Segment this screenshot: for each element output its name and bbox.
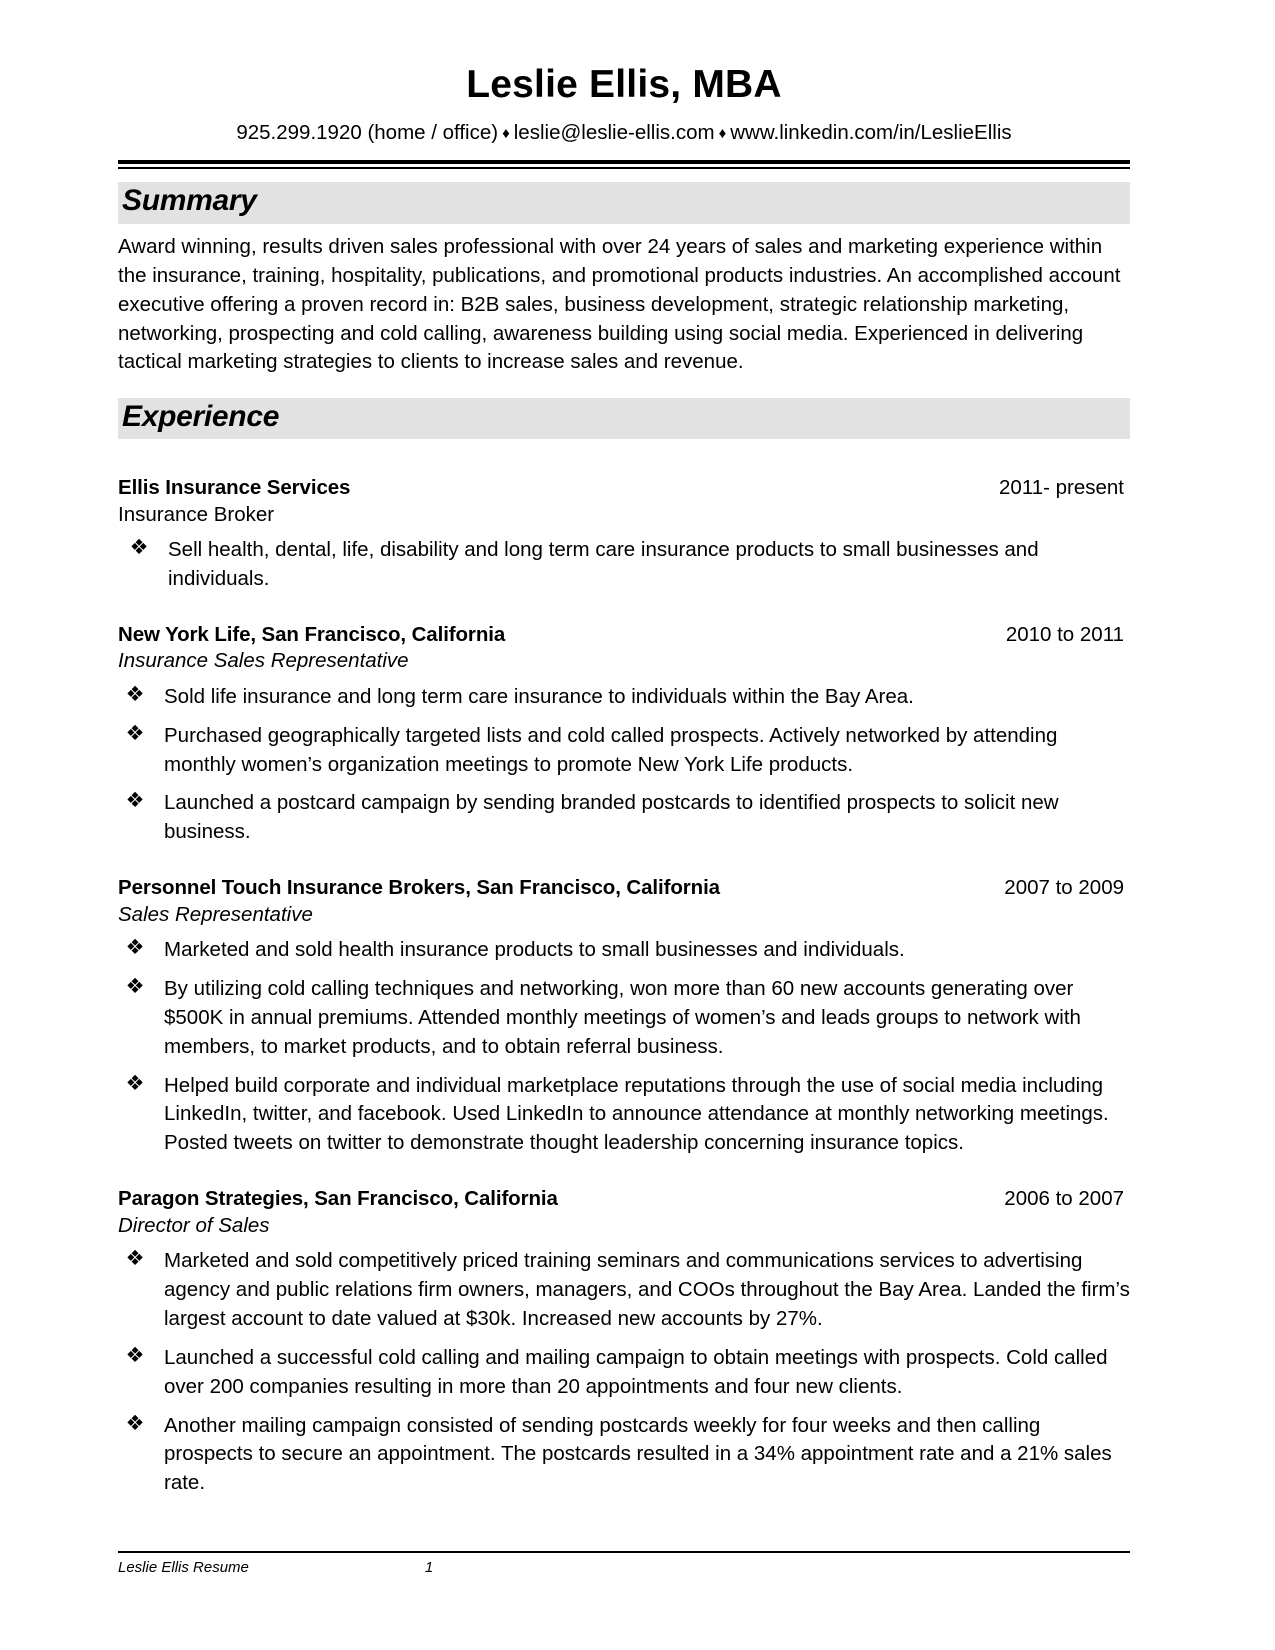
employment-dates: 2011- present (999, 476, 1124, 500)
responsibility-list (118, 536, 1130, 594)
linkedin-url-text: www.linkedin.com/in/LeslieEllis (730, 120, 1012, 144)
footer-document-name: Leslie Ellis Resume (118, 1559, 249, 1576)
responsibility-item (118, 936, 1130, 965)
header-divider (118, 160, 1130, 169)
diamond-bullet-icon: ❖ (125, 1342, 145, 1367)
diamond-bullet-icon: ❖ (125, 1070, 145, 1095)
responsibility-item (118, 536, 1130, 594)
footer-page-number: 1 (424, 1559, 434, 1576)
employment-dates: 2007 to 2009 (1004, 876, 1124, 900)
responsibility-item (118, 789, 1130, 847)
job-title: Insurance Broker (118, 502, 275, 526)
experience-entry-header (118, 1186, 1130, 1212)
diamond-bullet-icon: ❖ (125, 720, 145, 745)
responsibility-text: Sold life insurance and long term care insurance to individuals within the Bay Area. (164, 684, 914, 708)
diamond-bullet-icon: ❖ (125, 935, 145, 960)
diamond-separator-icon: ♦ (502, 124, 510, 142)
responsibility-item (118, 1344, 1130, 1402)
diamond-bullet-icon: ❖ (125, 681, 145, 706)
responsibility-text: Marketed and sold competitively priced training seminars and communications services to advertising agency and public relations firm owners, managers, and COOs throughout the Bay Area. Landed the firm’s largest account to date valued at $30k. Increased new accounts by 27%. (164, 1249, 1130, 1330)
responsibility-item (118, 722, 1130, 780)
experience-entry-header (118, 622, 1130, 648)
responsibility-item (118, 1072, 1130, 1159)
job-title: Director of Sales (118, 1213, 270, 1237)
footer-divider (118, 1551, 1130, 1553)
employment-dates: 2006 to 2007 (1004, 1187, 1124, 1211)
experience-entry (118, 1186, 1130, 1498)
diamond-bullet-icon: ❖ (125, 788, 145, 813)
responsibility-text: By utilizing cold calling techniques and networking, won more than 60 new accounts generating over $500K in annual premiums. Attended monthly meetings of women’s and leads groups to network with members, to market products, and to obtain referral business. (164, 976, 1081, 1058)
employer-name: Ellis Insurance Services (118, 476, 351, 500)
job-title: Insurance Sales Representative (118, 649, 409, 673)
summary-paragraph: Award winning, results driven sales professional with over 24 years of sales and marketing experience within the insurance, training, hospitality, publications, and promotional products industries. An accomplished account executive offering a proven record in: B2B sales, business development, strategic relationship marketing, networking, prospecting and cold calling, awareness building using social media. Experienced in delivering tactical marketing strategies to clients to increase sales and revenue. (118, 234, 1121, 374)
contact-line (118, 108, 1130, 147)
experience-entry-header (118, 875, 1130, 901)
responsibility-item (118, 1247, 1130, 1334)
responsibility-text: Sell health, dental, life, disability and long term care insurance products to small businesses and individuals. (168, 538, 1039, 590)
employer-name: Personnel Touch Insurance Brokers, San Francisco, California (118, 876, 720, 900)
responsibility-item (118, 683, 1130, 712)
section-heading-summary: Summary (118, 182, 1130, 223)
diamond-separator-icon: ♦ (718, 124, 727, 142)
responsibility-text: Purchased geographically targeted lists and cold called prospects. Actively networked by attending monthly women’s organization meetings to promote New York Life products. (164, 723, 1058, 776)
phone-text: 925.299.1920 (home / office) (236, 120, 499, 144)
responsibility-item (118, 1412, 1130, 1499)
experience-entry (118, 622, 1130, 847)
experience-entry (118, 875, 1130, 1158)
experience-entry-header (118, 475, 1130, 501)
employer-name: Paragon Strategies, San Francisco, California (118, 1187, 558, 1211)
candidate-name: Leslie Ellis, MBA (466, 63, 782, 106)
responsibility-text: Helped build corporate and individual marketplace reputations through the use of social media including LinkedIn, twitter, and facebook. Used LinkedIn to announce attendance at monthly networking meetings. Posted tweets on twitter to demonstrate thought leadership concerning insurance topics. (164, 1073, 1109, 1155)
responsibility-text: Launched a successful cold calling and mailing campaign to obtain meetings with prospects. Cold called over 200 companies resulting in more than 20 appointments and four new clients. (164, 1345, 1108, 1398)
responsibility-list (118, 1247, 1130, 1498)
responsibility-text: Launched a postcard campaign by sending branded postcards to identified prospects to solicit new business. (164, 791, 1059, 844)
diamond-bullet-icon: ❖ (129, 535, 149, 560)
employer-name: New York Life, San Francisco, California (118, 622, 506, 646)
employment-dates: 2010 to 2011 (1005, 622, 1124, 646)
responsibility-item (118, 975, 1130, 1062)
responsibility-list (118, 936, 1130, 1158)
experience-entry (118, 475, 1130, 594)
email-text: leslie@leslie-ellis.com (513, 120, 715, 144)
section-heading-experience: Experience (118, 398, 1130, 439)
responsibility-text: Another mailing campaign consisted of sending postcards weekly for four weeks and then calling prospects to secure an appointment. The postcards resulted in a 34% appointment rate and a 21% sales rate. (164, 1413, 1112, 1495)
experience-list (118, 475, 1130, 1498)
diamond-bullet-icon: ❖ (125, 1410, 145, 1435)
diamond-bullet-icon: ❖ (125, 1246, 145, 1271)
resume-content (118, 0, 1130, 1498)
diamond-bullet-icon: ❖ (125, 973, 145, 998)
responsibility-text: Marketed and sold health insurance products to small businesses and individuals. (164, 938, 905, 962)
responsibility-list (118, 683, 1130, 847)
job-title: Sales Representative (118, 902, 313, 926)
